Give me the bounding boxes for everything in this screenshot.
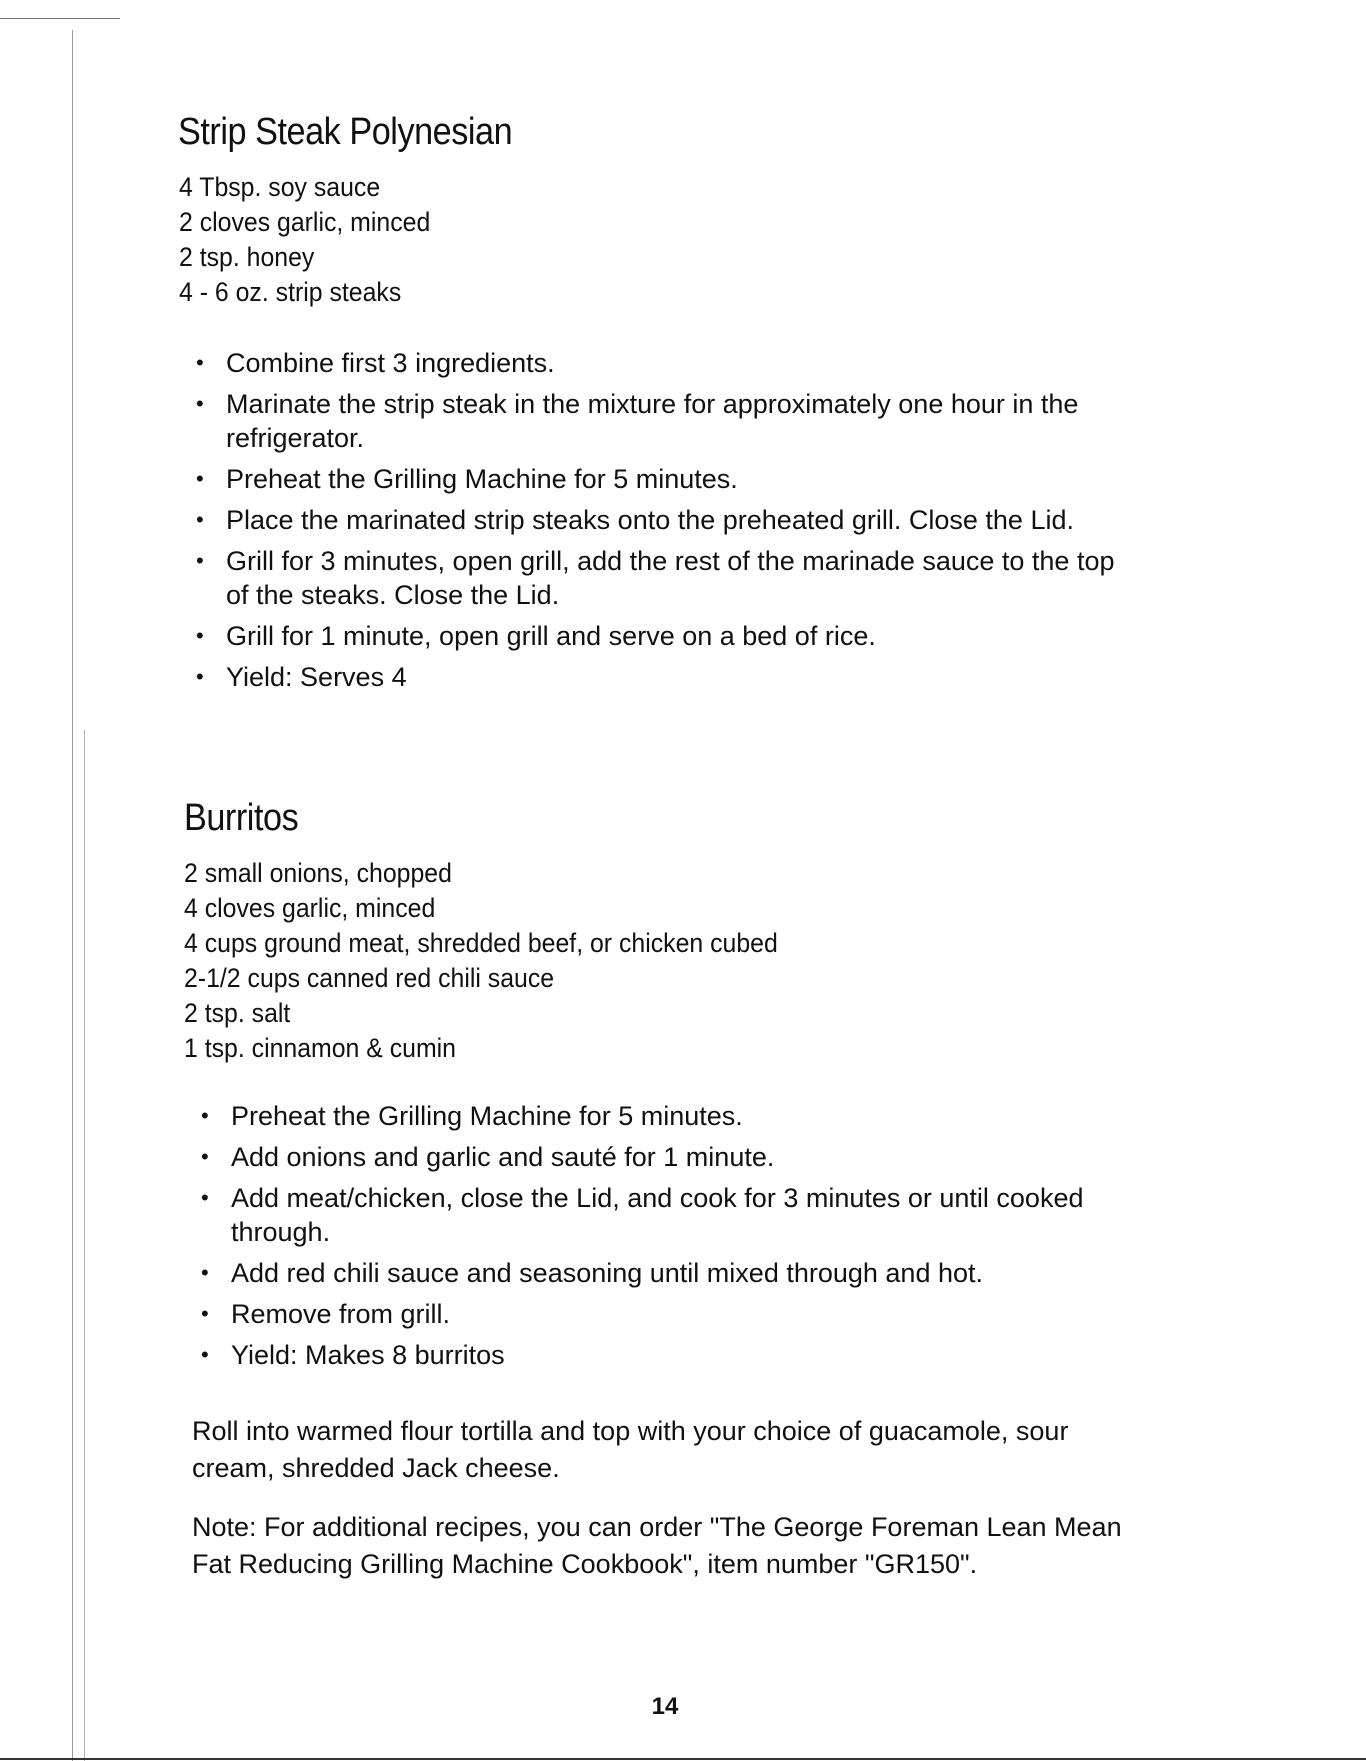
step-list <box>197 1099 1097 1379</box>
step-text: Place the marinated strip steaks onto the preheated grill. Close the Lid. <box>226 505 1074 535</box>
ingredient-item: 4 - 6 oz. strip steaks <box>179 277 402 307</box>
ingredient-item: 2 tsp. honey <box>179 242 315 272</box>
ingredient-item: 2-1/2 cups canned red chili sauce <box>184 963 555 993</box>
scan-bottom-rule <box>0 1758 1366 1760</box>
scan-left-rule-secondary <box>84 730 85 1761</box>
step-item <box>192 660 1122 694</box>
page-number: 14 <box>651 1693 679 1720</box>
scan-top-rule <box>0 18 120 19</box>
step-item <box>197 1338 1097 1372</box>
recipe-title: Burritos <box>184 797 299 839</box>
step-item <box>192 544 1122 612</box>
step-text: Grill for 1 minute, open grill and serve on a bed of rice. <box>226 621 876 651</box>
recipe-title: Strip Steak Polynesian <box>178 111 513 153</box>
ingredient-item: 4 cups ground meat, shredded beef, or chicken cubed <box>184 928 778 958</box>
step-text: Grill for 3 minutes, open grill, add the rest of the marinade sauce to the top of the steaks. Close the Lid. <box>226 546 1115 610</box>
bullet-icon: • <box>196 466 204 491</box>
ingredient-item: 2 small onions, chopped <box>184 858 452 888</box>
bullet-icon: • <box>201 1185 209 1210</box>
step-text: Preheat the Grilling Machine for 5 minutes. <box>231 1101 743 1131</box>
bullet-icon: • <box>201 1103 209 1128</box>
step-item <box>192 462 1122 496</box>
bullet-icon: • <box>196 664 204 689</box>
step-text: Marinate the strip steak in the mixture for approximately one hour in the refrigerator. <box>226 389 1079 453</box>
bullet-icon: • <box>196 350 204 375</box>
step-item <box>192 346 1122 380</box>
step-text: Combine first 3 ingredients. <box>226 348 555 378</box>
step-item <box>197 1099 1097 1133</box>
bullet-icon: • <box>196 548 204 573</box>
bullet-icon: • <box>196 507 204 532</box>
step-text: Add onions and garlic and sauté for 1 minute. <box>231 1142 775 1172</box>
bullet-icon: • <box>196 623 204 648</box>
step-item <box>192 503 1122 537</box>
ingredient-list <box>179 170 452 310</box>
ingredient-item: 4 cloves garlic, minced <box>184 893 436 923</box>
bullet-icon: • <box>201 1301 209 1326</box>
bullet-icon: • <box>201 1342 209 1367</box>
step-text: Add meat/chicken, close the Lid, and cook for 3 minutes or until cooked through. <box>231 1183 1084 1247</box>
step-item <box>197 1297 1097 1331</box>
ingredient-item: 2 cloves garlic, minced <box>179 207 431 237</box>
step-text: Preheat the Grilling Machine for 5 minutes. <box>226 464 738 494</box>
ingredient-item: 1 tsp. cinnamon & cumin <box>184 1033 457 1063</box>
bullet-icon: • <box>201 1260 209 1285</box>
serving-suggestion: Roll into warmed flour tortilla and top with your choice of guacamole, sour cream, shredded Jack cheese. <box>192 1416 1069 1483</box>
step-item <box>197 1256 1097 1290</box>
step-text: Yield: Serves 4 <box>226 662 407 692</box>
bullet-icon: • <box>201 1144 209 1169</box>
ingredient-list <box>184 856 829 1066</box>
cookbook-note: Note: For additional recipes, you can order "The George Foreman Lean Mean Fat Reducing Grilling Machine Cookbook", item number "GR150". <box>192 1512 1122 1579</box>
step-item <box>192 387 1122 455</box>
step-text: Add red chili sauce and seasoning until mixed through and hot. <box>231 1258 983 1288</box>
ingredient-item: 4 Tbsp. soy sauce <box>179 172 381 202</box>
step-item <box>197 1140 1097 1174</box>
scan-left-rule <box>72 30 73 1761</box>
bullet-icon: • <box>196 391 204 416</box>
step-text: Remove from grill. <box>231 1299 451 1329</box>
ingredient-item: 2 tsp. salt <box>184 998 291 1028</box>
step-list <box>192 346 1122 701</box>
step-text: Yield: Makes 8 burritos <box>231 1340 505 1370</box>
step-item <box>197 1181 1097 1249</box>
step-item <box>192 619 1122 653</box>
